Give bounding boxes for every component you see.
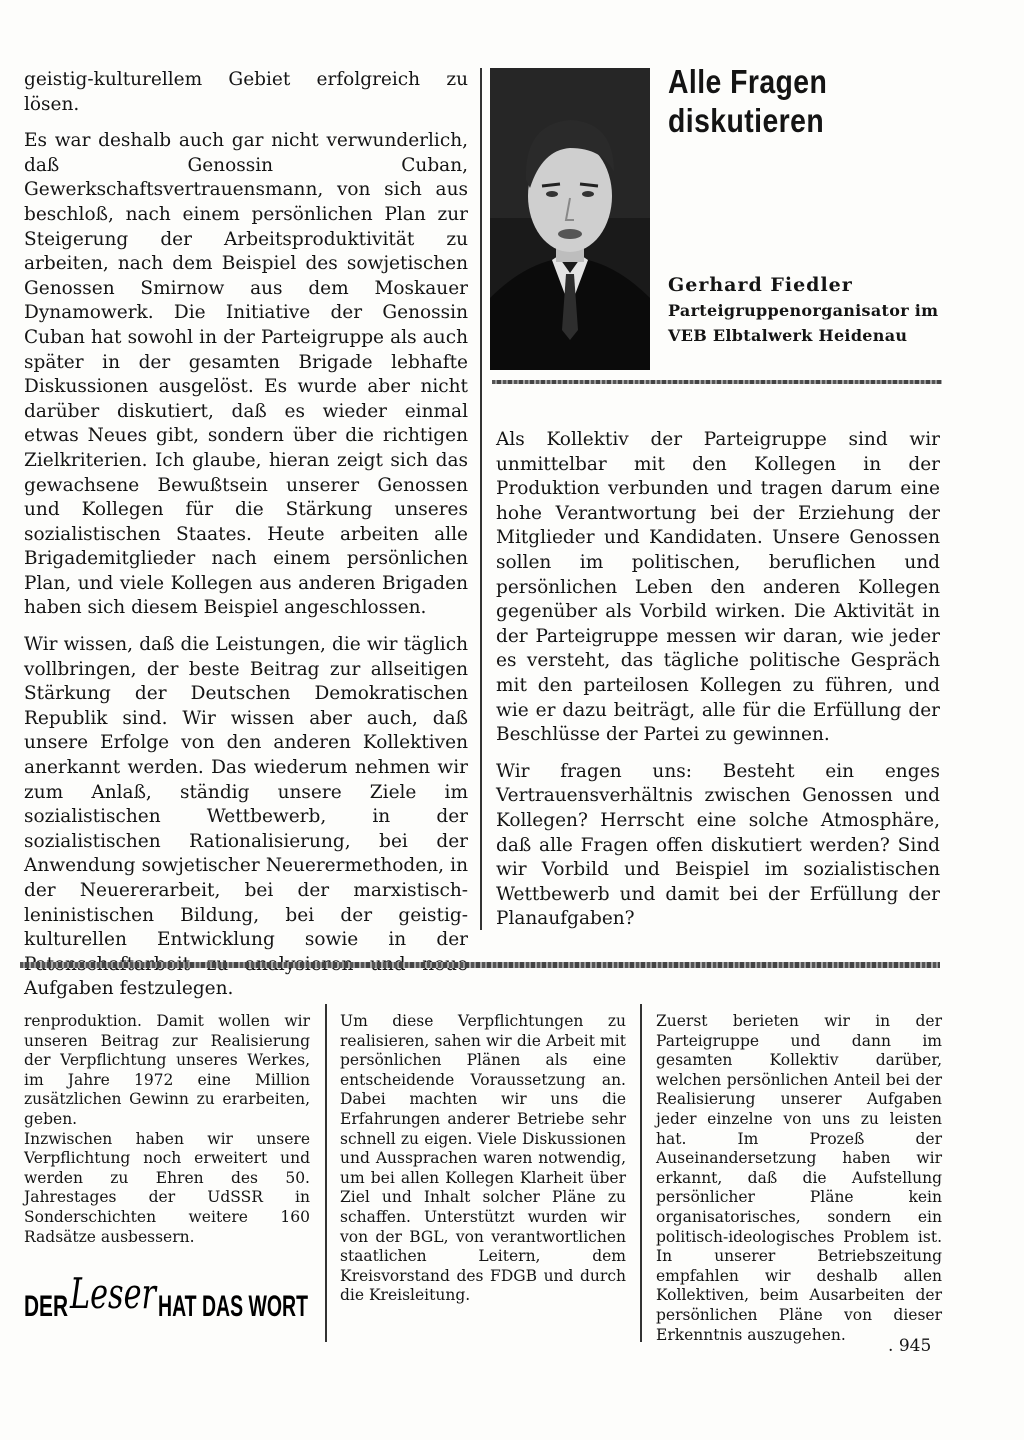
paragraph: geistig-kulturellem Gebiet erfolgreich zu lösen. [24, 69, 468, 115]
portrait-illustration [490, 68, 650, 370]
section-logo [24, 1268, 314, 1328]
author-name: Gerhard Fiedler [668, 274, 853, 296]
author-organization: VEB Elbtalwerk Heidenau [668, 326, 908, 345]
article-left-column [24, 68, 468, 1014]
paragraph: Wir fragen uns: Besteht ein enges Vertrauensverhältnis zwischen Genossen und Kollegen? Herrscht eine solche Atmosphäre, daß alle Fragen offen diskutiert werden? Sind wir Vorbild und Beispiel im sozialistischen Wettbewerb und damit bei der Erfüllung der Planaufgaben? [496, 760, 940, 930]
column-divider [325, 1004, 327, 1342]
article-right-column [496, 428, 940, 944]
page-number-value: 945 [898, 1336, 932, 1356]
headline-line-1: Alle Fragen [668, 63, 828, 100]
letters-column-2 [340, 1012, 626, 1306]
page-number: . 945 [888, 1336, 932, 1356]
paragraph: renproduktion. Damit wollen wir unseren Beitrag zur Realisierung der Verpflichtung unseres Werkes, im Jahre 1972 eine Million zusätzlichen Gewinn zu erarbeiten, geben. [24, 1012, 310, 1128]
paragraph: Wir wissen, daß die Leistungen, die wir täglich vollbringen, der beste Beitrag zur allseitigen Stärkung der Deutschen Demokratischen Republik sind. Wir wissen aber auch, daß unsere Erfolge von den anderen Kollektiven anerkannt werden. Das wiederum nehmen wir zum Anlaß, ständig unsere Ziele im sozialistischen Wettbewerb, in der sozialistischen Rationalisierung, bei der Anwendung sowjetischer Neuerermethoden, in der Neuererarbeit, bei der marxistisch-leninistischen Bildung, bei der geistig-kulturellen Entwicklung sowie in der Aufgaben festzulegen. [24, 634, 468, 1000]
section-divider [20, 962, 940, 968]
paragraph: Als Kollektiv der Parteigruppe sind wir unmittelbar mit den Kollegen in der Produktion verbunden und tragen darum eine hohe Verantwortung bei der Erziehung der Mitglieder und Kandidaten. Unsere Genossen sollen im politischen, beruflichen und persönlichen Leben den anderen Kollegen gegenüber als Vorbild wirken. Die Aktivität in der Parteigruppe messen wir daran, wie jeder es versteht, das tägliche politische Gespräch mit den parteilosen Kollegen zu führen, und wie er dazu beiträgt, alle für die Erfüllung der Beschlüsse der Partei zu gewinnen. [496, 429, 940, 746]
logo-text-hat-das-wort: HAT DAS WORT [158, 1290, 308, 1323]
byline [668, 272, 948, 348]
paragraph: Es war deshalb auch gar nicht verwunderlich, daß Genossin Cuban, Gewerkschaftsvertrauensmann, von sich aus beschloß, nach einem persönlichen Plan zur Steigerung der Arbeitsproduktivität zu arbeiten, nach dem Beispiel des sowjetischen Genossen Smirnow aus dem Moskauer Dynamowerk. Die Initiative der Genossin Cuban hat sowohl in der Parteigruppe als auch später in der gesamten Brigade lebhafte Diskussionen ausgelöst. Es wurde aber nicht darüber diskutiert, daß es wieder einmal etwas Neues gibt, sondern über die richtigen Zielkriterien. Ich glaube, hieran zeigt sich das gewachsene Bewußtsein unserer Genossen und Kollegen für die Stärkung unseres sozialistischen Staates. Heute arbeiten alle Brigademitglieder nach einem persönlichen Plan, und viele Kollegen aus anderen Brigaden haben sich diesem Beispiel angeschlossen. [24, 130, 468, 619]
paragraph: Inzwischen haben wir unsere Verpflichtung noch erweitert und werden zu Ehren des 50. Jahrestages der UdSSR in Sonderschichten weitere 160 Radsätze ausbessern. [24, 1129, 310, 1246]
letters-column-3 [656, 1012, 942, 1345]
letters-column-1 [24, 1012, 310, 1247]
article-headline [668, 62, 892, 140]
headline-line-2: diskutieren [668, 102, 825, 139]
paragraph: Zuerst berieten wir in der Parteigruppe und dann im gesamten Kollektiv darüber, welchen persönlichen Anteil bei der Realisierung unserer Aufgaben jeder einzelne von uns zu leisten hat. Im Prozeß der Auseinandersetzung haben wir erkannt, daß die Aufstellung persönlicher Pläne kein organisatorisches, sondern ein politisch-ideologisches Problem ist. In unserer Betriebszeitung empfahlen wir deshalb allen Kollektiven, beim Ausarbeiten der persönlichen Pläne von dieser Erkenntnis auszugehen. [656, 1012, 942, 1344]
author-photo [490, 68, 650, 370]
column-divider [480, 68, 482, 930]
logo-text-leser: Leser [69, 1269, 159, 1318]
section-rule [492, 380, 942, 384]
logo-text-der: DER [24, 1290, 69, 1323]
column-divider [640, 1004, 642, 1342]
paragraph: Um diese Verpflichtungen zu realisieren, sahen wir die Arbeit mit persönlichen Plänen als eine entscheidende Voraussetzung an. Dabei machten wir uns die Erfahrungen anderer Betriebe sehr schnell zu eigen. Viele Diskussionen und Aussprachen waren notwendig, um bei allen Kollegen Klarheit über Ziel und Inhalt solcher Pläne zu schaffen. Unterstützt wurden wir von der BGL, von verantwortlichen staatlichen Leitern, dem Kreisvorstand des FDGB und durch die Kreisleitung. [340, 1012, 626, 1305]
author-role: Parteigruppenorganisator im [668, 301, 939, 320]
